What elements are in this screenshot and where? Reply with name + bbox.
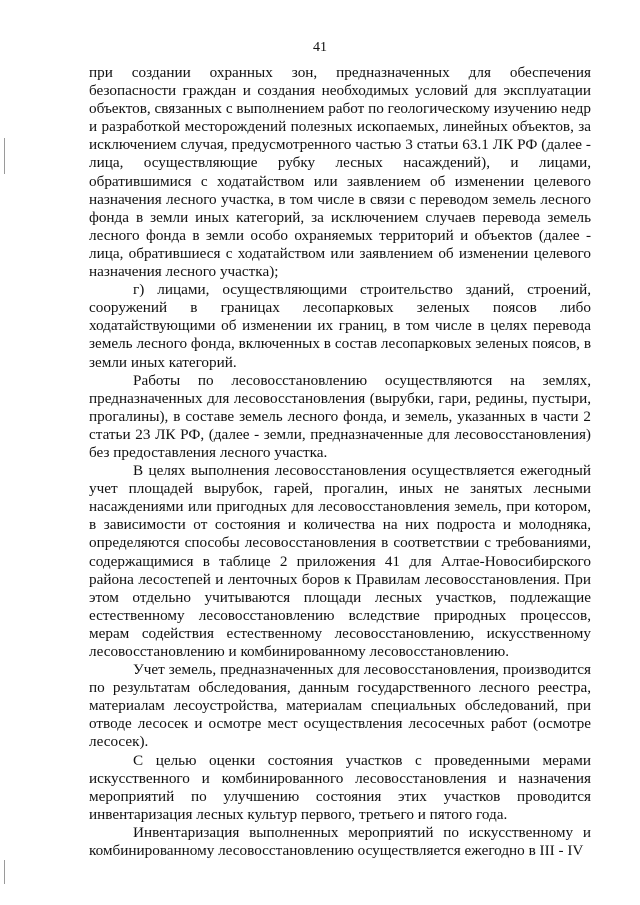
paragraph-land-accounting: Учет земель, предназначенных для лесовосстановления, производится по результатам обследования, данным государственного лесного реестра, материалам лесоустройства, материалам специальных обследований, при отводе лесосек и осмотре мест осуществления лесосечных работ (осмотре лесосек). bbox=[89, 661, 591, 751]
paragraph-inventory: Инвентаризация выполненных мероприятий по искусственному и комбинированному лесовосстановлению осуществляется ежегодно в III - IV bbox=[89, 823, 591, 860]
binding-mark-top bbox=[4, 138, 5, 174]
binding-mark-bottom bbox=[4, 860, 5, 884]
paragraph-assessment: С целью оценки состояния участков с проведенными мерами искусственного и комбинированного лесовосстановления и назначения мероприятий по улучшению состояния этих участков проводится инвентаризация лесных культур первого, третьего и пятого года. bbox=[89, 751, 591, 823]
page-number: 41 bbox=[313, 40, 327, 55]
document-body bbox=[89, 64, 591, 860]
paragraph-reforestation-works: Работы по лесовосстановлению осуществляются на землях, предназначенных для лесовосстановления (вырубки, гари, редины, пустыри, прогалины), в составе земель лесного фонда, и земель, указанных в части 2 статьи 23 ЛК РФ, (далее - земли, предназначенные для лесовосстановления) без предоставления лесного участка. bbox=[89, 371, 591, 461]
paragraph-item-g: г) лицами, осуществляющими строительство зданий, строений, сооружений в границах лесопарковых зеленых поясов либо ходатайствующими об изменении их границ, в том числе в целях перевода земель лесного фонда, включенных в состав лесопарковых зеленых поясов, в земли иных категорий. bbox=[89, 281, 591, 371]
paragraph-annual-accounting: В целях выполнения лесовосстановления осуществляется ежегодный учет площадей вырубок, гарей, прогалин, иных не занятых лесными насаждениями или пригодных для лесовосстановления земель, при котором, в зависимости от состояния и количества на них подроста и молодняка, определяются способы лесовосстановления в соответствии с требованиями, содержащимися в таблице 2 приложения 41 для Алтае-Новосибирского района лесостепей и ленточных боров к Правилам лесовосстановления. При этом отдельно учитываются площади лесных участков, подлежащие естественному лесовосстановлению вследствие природных процессов, мерам содействия естественному лесовосстановлению, искусственному лесовосстановлению и комбинированному лесовосстановлению. bbox=[89, 462, 591, 660]
paragraph-continuation: при создании охранных зон, предназначенных для обеспечения безопасности граждан и создания необходимых условий для эксплуатации объектов, связанных с выполнением работ по геологическому изучению недр и разработкой месторождений полезных ископаемых, линейных объектов, за исключением случая, предусмотренного частью 3 статьи 63.1 ЛК РФ (далее - лица, осуществляющие рубку лесных насаждений), и лицами, обратившимися с ходатайством или заявлением об изменении целевого назначения лесного участка, в том числе в связи с переводом земель лесного фонда в земли иных категорий, за исключением случаев перевода земель лесного фонда в земли особо охраняемых территорий и объектов (далее - лица, обратившиеся с ходатайством или заявлением об изменении целевого назначения лесного участка); bbox=[89, 64, 591, 281]
